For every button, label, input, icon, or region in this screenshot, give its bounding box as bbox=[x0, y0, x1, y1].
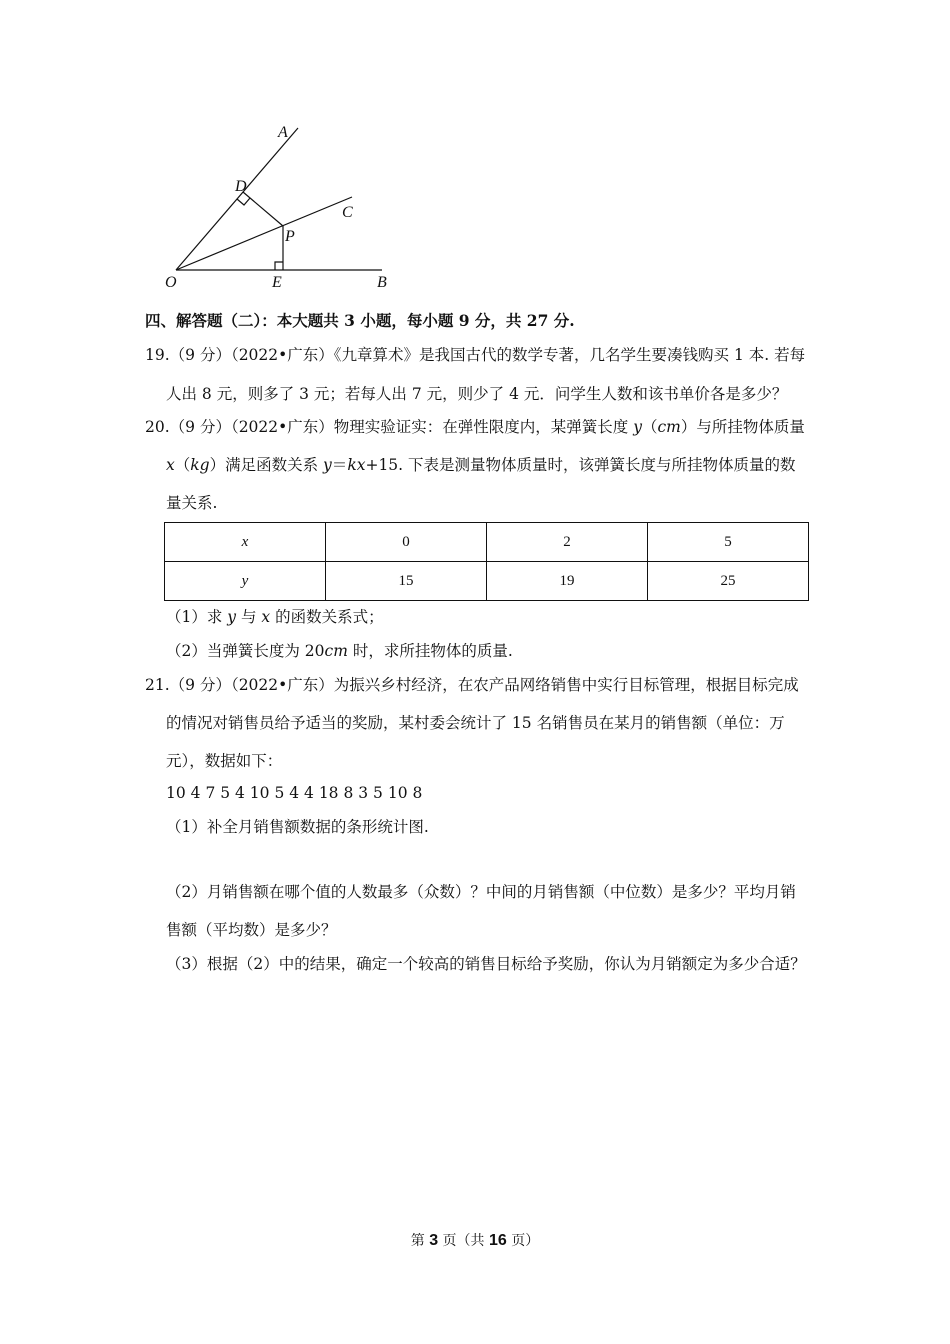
label-E: E bbox=[272, 274, 282, 291]
right-angle-mark-E bbox=[275, 262, 283, 270]
footer-prefix: 第 bbox=[410, 1233, 430, 1249]
q20-line-2 bbox=[166, 455, 796, 475]
q21-line-1: 21.（9 分）（2022•广东）为振兴乡村经济，在农产品网络销售中实行目标管理，根据目标完成 bbox=[145, 676, 799, 694]
q20-formula-rest: +15. 下表是测量物体质量时，该弹簧长度与所挂物体质量的数 bbox=[365, 456, 796, 474]
ray-OC bbox=[176, 197, 352, 270]
q20-part-2-a: （2）当弹簧长度为 20 bbox=[166, 642, 325, 660]
q19-line-2: 人出 8 元，则多了 3 元；若每人出 7 元，则少了 4 元．问学生人数和该书单价各是多少？ bbox=[166, 385, 788, 403]
q20-part-1-a: （1）求 bbox=[166, 608, 228, 626]
q20-part-1 bbox=[166, 607, 384, 627]
label-A: A bbox=[278, 124, 288, 141]
right-angle-mark-D bbox=[237, 198, 250, 205]
spring-data-table bbox=[164, 522, 809, 601]
q20-part-1-c: 的函数关系式； bbox=[270, 608, 384, 626]
geometry-figure bbox=[150, 115, 410, 300]
q20-line-1-suffix: ）与所挂物体质量 bbox=[680, 418, 805, 436]
q20-line-3: 量关系. bbox=[166, 494, 218, 512]
q21-part-1: （1）补全月销售额数据的条形统计图. bbox=[166, 818, 429, 836]
q20-part-1-y: y bbox=[227, 608, 237, 626]
table-cell: 0 bbox=[326, 523, 487, 562]
label-D: D bbox=[235, 178, 247, 195]
q20-unit-open-2: （ bbox=[174, 456, 191, 474]
q20-line-2-mid: ）满足函数关系 bbox=[209, 456, 324, 474]
footer-total-pages: 16 bbox=[489, 1232, 507, 1249]
q20-formula-eq: ＝ bbox=[331, 456, 348, 474]
q20-part-1-b: 与 bbox=[236, 608, 262, 626]
q21-line-2: 的情况对销售员给予适当的奖励，某村委会统计了 15 名销售员在某月的销售额（单位：万 bbox=[166, 714, 785, 732]
q21-part-3: （3）根据（2）中的结果，确定一个较高的销售目标给予奖励，你认为月销额定为多少合适？ bbox=[166, 955, 806, 973]
section-heading: 四、解答题（二）：本大题共 3 小题，每小题 9 分，共 27 分. bbox=[145, 311, 575, 330]
label-B: B bbox=[377, 274, 387, 291]
label-C: C bbox=[342, 204, 353, 221]
q21-part-2-line-2: 售额（平均数）是多少？ bbox=[166, 921, 337, 939]
table-cell: 25 bbox=[648, 562, 809, 601]
q20-formula-kx: kx bbox=[347, 456, 366, 474]
q19-line-1: 19.（9 分）（2022•广东）《九章算术》是我国古代的数学专著，几名学生要凑钱购买 1 本. 若每 bbox=[145, 346, 806, 364]
q21-line-3: 元），数据如下： bbox=[166, 752, 283, 770]
q20-unit-cm: cm bbox=[657, 418, 681, 436]
table-cell: 15 bbox=[326, 562, 487, 601]
q20-formula-y: y bbox=[323, 456, 332, 474]
footer-suffix: 页） bbox=[506, 1233, 540, 1249]
table-cell: 5 bbox=[648, 523, 809, 562]
q20-unit-open: （ bbox=[641, 418, 658, 436]
q20-part-2-b: 时，求所挂物体的质量. bbox=[347, 642, 513, 660]
segment-PD bbox=[243, 192, 283, 226]
q21-part-2-line-1: （2）月销售额在哪个值的人数最多（众数）？中间的月销售额（中位数）是多少？平均月销 bbox=[166, 883, 796, 901]
q20-var-y: y bbox=[633, 418, 642, 436]
table-row-y bbox=[165, 562, 809, 601]
q20-line-1 bbox=[145, 417, 805, 437]
q20-var-x: x bbox=[166, 456, 175, 474]
q20-part-2-cm: cm bbox=[324, 642, 348, 660]
footer-page-number: 3 bbox=[429, 1232, 439, 1249]
page-footer bbox=[0, 1230, 950, 1250]
table-cell: 2 bbox=[487, 523, 648, 562]
table-row-x bbox=[165, 523, 809, 562]
table-cell: 19 bbox=[487, 562, 648, 601]
label-O: O bbox=[165, 274, 177, 291]
q20-part-1-x: x bbox=[261, 608, 271, 626]
label-P: P bbox=[285, 228, 295, 245]
footer-mid: 页（共 bbox=[438, 1233, 489, 1249]
q20-line-1-prefix: 20.（9 分）（2022•广东）物理实验证实：在弹性限度内，某弹簧长度 bbox=[145, 418, 634, 436]
q20-unit-kg: kg bbox=[190, 456, 210, 474]
q21-data-line: 10 4 7 5 4 10 5 4 4 18 8 3 5 10 8 bbox=[166, 784, 423, 802]
table-cell: y bbox=[165, 562, 326, 601]
table-cell: x bbox=[165, 523, 326, 562]
q20-part-2 bbox=[166, 641, 513, 661]
